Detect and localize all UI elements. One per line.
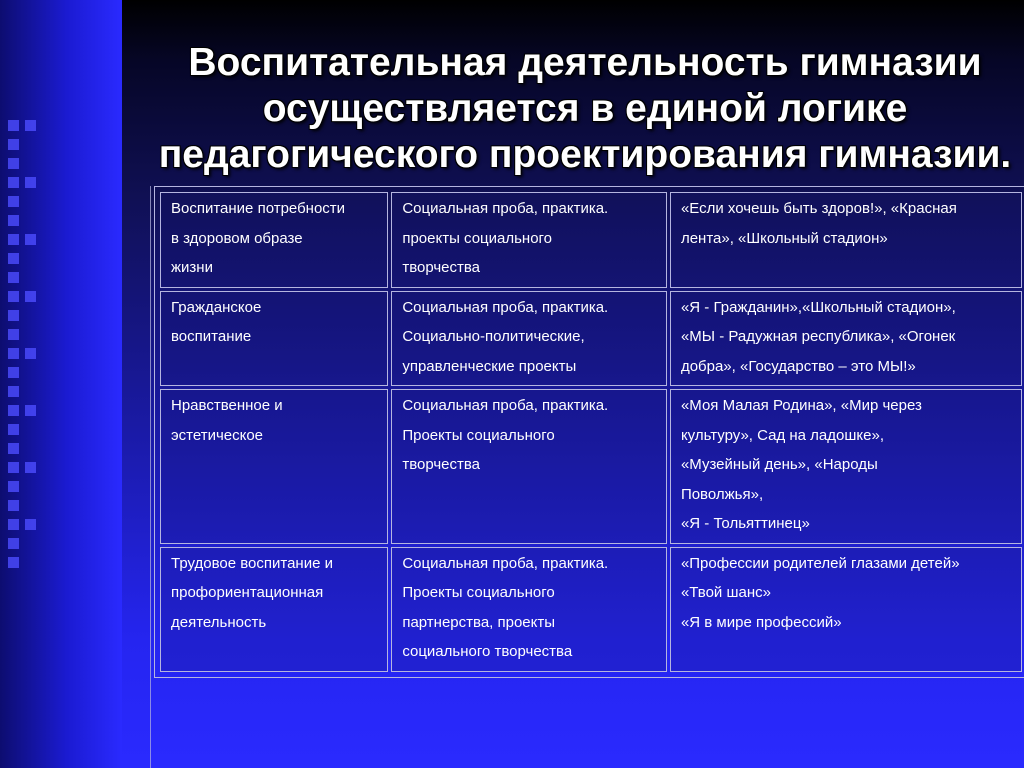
cell-line: эстетическое [171, 426, 264, 444]
form-cell [391, 291, 667, 387]
decorative-square [8, 215, 19, 226]
decorative-square [8, 500, 19, 511]
decorative-square-row [8, 272, 118, 283]
decorative-square-row [8, 177, 118, 188]
decorative-square-row [8, 291, 118, 302]
cell-line: «Я - Тольяттинец» [680, 515, 810, 532]
cell-line: профориентационная [171, 584, 324, 601]
cell-line: Проекты социального [402, 426, 555, 444]
cell-line: управленческие проекты [402, 357, 577, 375]
cell-line: «Если хочешь быть здоров!», «Красная [680, 200, 957, 217]
decorative-square-row [8, 253, 118, 264]
decorative-square [25, 348, 36, 359]
decorative-square-row [8, 348, 118, 359]
form-cell [391, 389, 667, 544]
decorative-square-row [8, 557, 118, 568]
decorative-square [25, 120, 36, 131]
decorative-square [8, 234, 19, 245]
decorative-square [8, 291, 19, 302]
decorative-square-row [8, 519, 118, 530]
area-cell [160, 389, 388, 544]
table-row [160, 192, 1022, 288]
form-cell [391, 547, 667, 672]
decorative-square-row [8, 139, 118, 150]
decorative-square-row [8, 386, 118, 397]
cell-line: «Музейный день», «Народы [680, 456, 878, 473]
cell-line: проекты социального [402, 229, 553, 247]
cell-line: «Я в мире профессий» [680, 613, 842, 631]
cell-line: Воспитание потребности [171, 200, 346, 217]
decorative-square-row [8, 215, 118, 226]
cell-line: Поволжья», [680, 485, 764, 503]
decorative-squares [8, 120, 118, 576]
education-table [154, 186, 1024, 678]
decorative-square-row [8, 120, 118, 131]
cell-line: добра», «Государство – это МЫ!» [680, 357, 916, 375]
decorative-square-row [8, 405, 118, 416]
cell-line: жизни [171, 259, 213, 276]
cell-line: творчества [402, 259, 481, 276]
decorative-left-band [0, 0, 122, 768]
decorative-square [8, 348, 19, 359]
form-cell [391, 192, 667, 288]
projects-cell [670, 389, 1022, 544]
cell-line: «Твой шанс» [680, 584, 771, 601]
area-cell [160, 291, 388, 387]
cell-line: Социальная проба, практика. [402, 298, 609, 316]
decorative-square-row [8, 329, 118, 340]
decorative-square-row [8, 196, 118, 207]
decorative-square [25, 291, 36, 302]
cell-line: Трудовое воспитание и [171, 554, 333, 572]
decorative-square-row [8, 538, 118, 549]
decorative-square [25, 405, 36, 416]
projects-cell [670, 547, 1022, 672]
cell-line: лента», «Школьный стадион» [680, 229, 888, 247]
decorative-square [8, 139, 19, 150]
decorative-square [8, 424, 19, 435]
decorative-square [8, 272, 19, 283]
decorative-square-row [8, 481, 118, 492]
decorative-square [8, 481, 19, 492]
decorative-square [8, 443, 19, 454]
decorative-square-row [8, 310, 118, 321]
decorative-square-row [8, 462, 118, 473]
decorative-square [8, 405, 19, 416]
decorative-square [25, 519, 36, 530]
table-row [160, 389, 1022, 544]
decorative-square [8, 519, 19, 530]
decorative-square [8, 196, 19, 207]
cell-line: творчества [402, 456, 481, 473]
decorative-square-row [8, 424, 118, 435]
decorative-square [25, 177, 36, 188]
decorative-square-row [8, 367, 118, 378]
decorative-square [8, 538, 19, 549]
table-row [160, 291, 1022, 387]
decorative-square [25, 234, 36, 245]
cell-line: Нравственное и [171, 397, 283, 414]
cell-line: Социально-политические, [402, 328, 585, 345]
decorative-square [8, 329, 19, 340]
projects-cell [670, 291, 1022, 387]
decorative-square [8, 462, 19, 473]
cell-line: Гражданское [171, 298, 262, 316]
cell-line: «Профессии родителей глазами детей» [680, 554, 960, 572]
cell-line: воспитание [171, 328, 252, 345]
cell-line: Социальная проба, практика. [402, 200, 609, 217]
cell-line: социального творчества [402, 643, 573, 660]
decorative-square [8, 557, 19, 568]
area-cell [160, 192, 388, 288]
cell-line: партнерства, проекты [402, 613, 556, 631]
decorative-square [8, 120, 19, 131]
slide-title: Воспитательная деятельность гимназии осуществляется в единой логике педагогического проектирования гимназии. [158, 41, 1012, 176]
area-cell [160, 547, 388, 672]
decorative-square-row [8, 443, 118, 454]
decorative-square-row [8, 500, 118, 511]
cell-line: деятельность [171, 613, 267, 631]
decorative-square-row [8, 158, 118, 169]
decorative-square [8, 177, 19, 188]
cell-line: Социальная проба, практика. [402, 554, 609, 572]
decorative-square [8, 367, 19, 378]
decorative-square-row [8, 234, 118, 245]
decorative-square [8, 253, 19, 264]
cell-line: Социальная проба, практика. [402, 397, 609, 414]
cell-line: культуру», Сад на ладошке», [680, 426, 884, 444]
cell-line: «Я - Гражданин»,«Школьный стадион», [680, 298, 956, 316]
cell-line: «Моя Малая Родина», «Мир через [680, 397, 922, 414]
projects-cell [670, 192, 1022, 288]
table-row [160, 547, 1022, 672]
decorative-square [8, 310, 19, 321]
cell-line: в здоровом образе [171, 229, 303, 247]
decorative-square [8, 158, 19, 169]
cell-line: «МЫ - Радужная республика», «Огонек [680, 328, 956, 345]
cell-line: Проекты социального [402, 584, 555, 601]
decorative-square [8, 386, 19, 397]
decorative-frame-line [150, 186, 151, 768]
decorative-square [25, 462, 36, 473]
